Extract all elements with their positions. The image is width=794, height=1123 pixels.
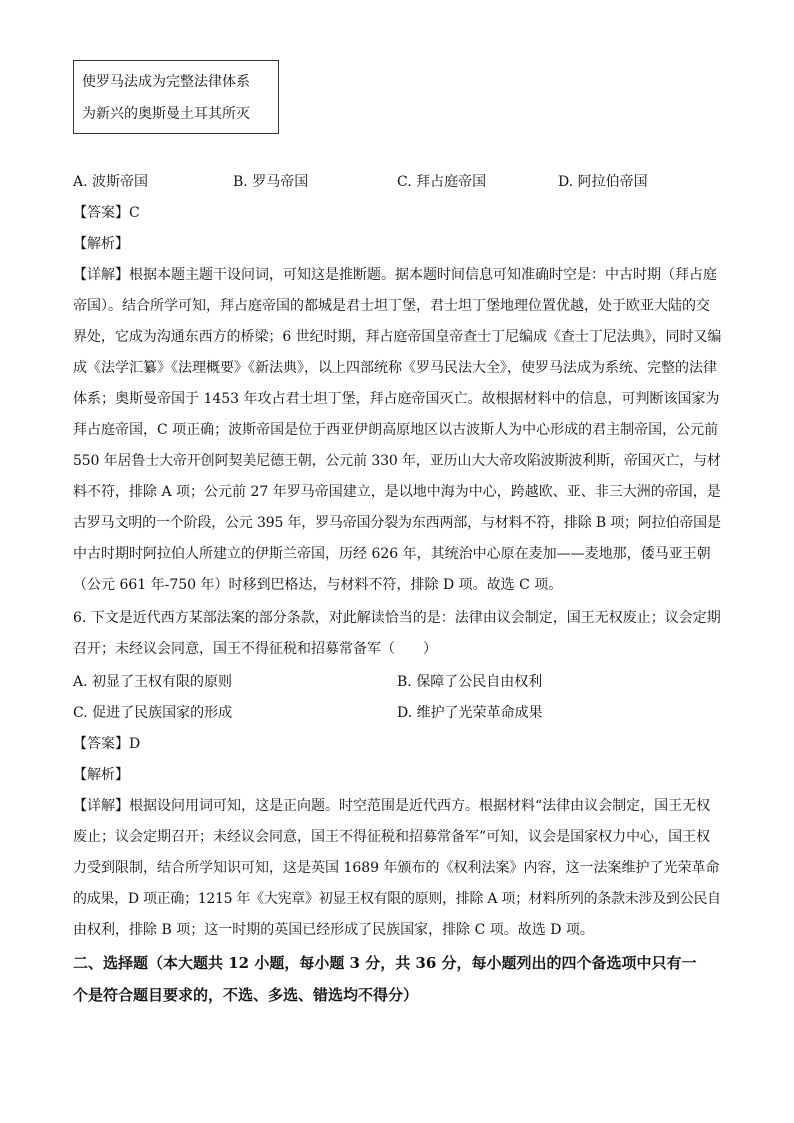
q6-stem-line: 6. 下文是近代西方某部法案的部分条款，对此解读恰当的是：法律由议会制定，国王无权废止；议会定期 <box>73 610 721 626</box>
q5-detail-line: 【详解】根据本题主题干设问词，可知这是推断题。据本题时间信息可知准确时空是：中古时期（拜占庭 <box>73 267 717 283</box>
q5-detail-line: 帝国）。结合所学可知，拜占庭帝国的都城是君士坦丁堡，君士坦丁堡地理位置优越，处于欧亚大陆的交 <box>73 298 710 314</box>
material-line-2: 为新兴的奥斯曼土耳其所灭 <box>82 106 250 122</box>
q5-detail-line: （公元 661 年-750 年）时移到巴格达，与材料不符，排除 D 项。故选 C 项。 <box>73 577 563 593</box>
q6-option-d: D. 维护了光荣革命成果 <box>397 705 543 721</box>
q5-option-d: D. 阿拉伯帝国 <box>558 174 648 190</box>
q5-option-c: C. 拜占庭帝国 <box>397 174 487 190</box>
q5-detail-line: 550 年居鲁士大帝开创阿契美尼德王朝，公元前 330 年，亚历山大大帝攻陷波斯波利斯，帝国灭亡，与材 <box>73 453 721 469</box>
q6-analysis-label: 【解析】 <box>73 767 129 783</box>
q6-detail-line: 的成果，D 项正确；1215 年《大宪章》初显王权有限的原则，排除 A 项；材料所列的条款未涉及到公民自 <box>73 891 721 907</box>
q6-detail-line: 力受到限制，结合所学知识可知，这是英国 1689 年颁布的《权利法案》内容，这一法案维护了光荣革命 <box>73 860 720 876</box>
section-heading-line: 个是符合题目要求的，不选、多选、错选均不得分） <box>73 986 419 1004</box>
section-heading-line: 二、选择题（本大题共 12 小题，每小题 3 分，共 36 分，每小题列出的四个备选项中只有一 <box>73 954 697 972</box>
q5-detail-line: 成《法学汇纂》《法理概要》《新法典》，以上四部统称《罗马民法大全》，使罗马法成为系统、完整的法律 <box>73 360 717 376</box>
q6-stem-line: 召开；未经议会同意，国王不得征税和招募常备军（ ） <box>73 641 437 657</box>
q5-detail-line: 料不符，排除 A 项；公元前 27 年罗马帝国建立，是以地中海为中心，跨越欧、亚、非三大洲的帝国，是 <box>73 484 721 500</box>
q5-option-a: A. 波斯帝国 <box>73 174 149 190</box>
q5-detail-line: 界处，它成为沟通东西方的桥梁；6 世纪时期，拜占庭帝国皇帝查士丁尼编成《查士丁尼法典》，同时又编 <box>73 329 722 345</box>
q5-analysis-label: 【解析】 <box>73 236 129 252</box>
q6-option-c: C. 促进了民族国家的形成 <box>73 705 233 721</box>
q6-detail-line: 由权利，排除 B 项；这一时期的英国已经形成了民族国家，排除 C 项。故选 D 项。 <box>73 922 594 938</box>
q6-answer: 【答案】D <box>73 736 141 752</box>
q5-detail-line: 古罗马文明的一个阶段，公元 395 年，罗马帝国分裂为东西两部，与材料不符，排除 B 项；阿拉伯帝国是 <box>73 515 721 531</box>
q5-detail-line: 体系；奥斯曼帝国于 1453 年攻占君士坦丁堡，拜占庭帝国灭亡。故根据材料中的信息，可判断该国家为 <box>73 391 720 407</box>
q5-option-b: B. 罗马帝国 <box>233 174 309 190</box>
q6-detail-line: 废止；议会定期召开；未经议会同意，国王不得征税和招募常备军”可知，议会是国家权力中心，国王权 <box>73 829 711 845</box>
q6-detail-line: 【详解】根据设问用词可知，这是正向题。时空范围是近代西方。根据材料“法律由议会制定，国王无权 <box>73 798 711 814</box>
q5-detail-line: 中古时期时阿拉伯人所建立的伊斯兰帝国，历经 626 年，其统治中心原在麦加——麦地那，倭马亚王朝 <box>73 546 711 562</box>
material-box <box>73 60 279 134</box>
q5-detail-line: 拜占庭帝国，C 项正确；波斯帝国是位于西亚伊朗高原地区以古波斯人为中心形成的君主制帝国，公元前 <box>73 422 719 438</box>
q5-answer: 【答案】C <box>73 205 140 221</box>
q6-option-b: B. 保障了公民自由权利 <box>397 674 543 690</box>
material-line-1: 使罗马法成为完整法律体系 <box>82 74 250 90</box>
q6-option-a: A. 初显了王权有限的原则 <box>73 674 233 690</box>
